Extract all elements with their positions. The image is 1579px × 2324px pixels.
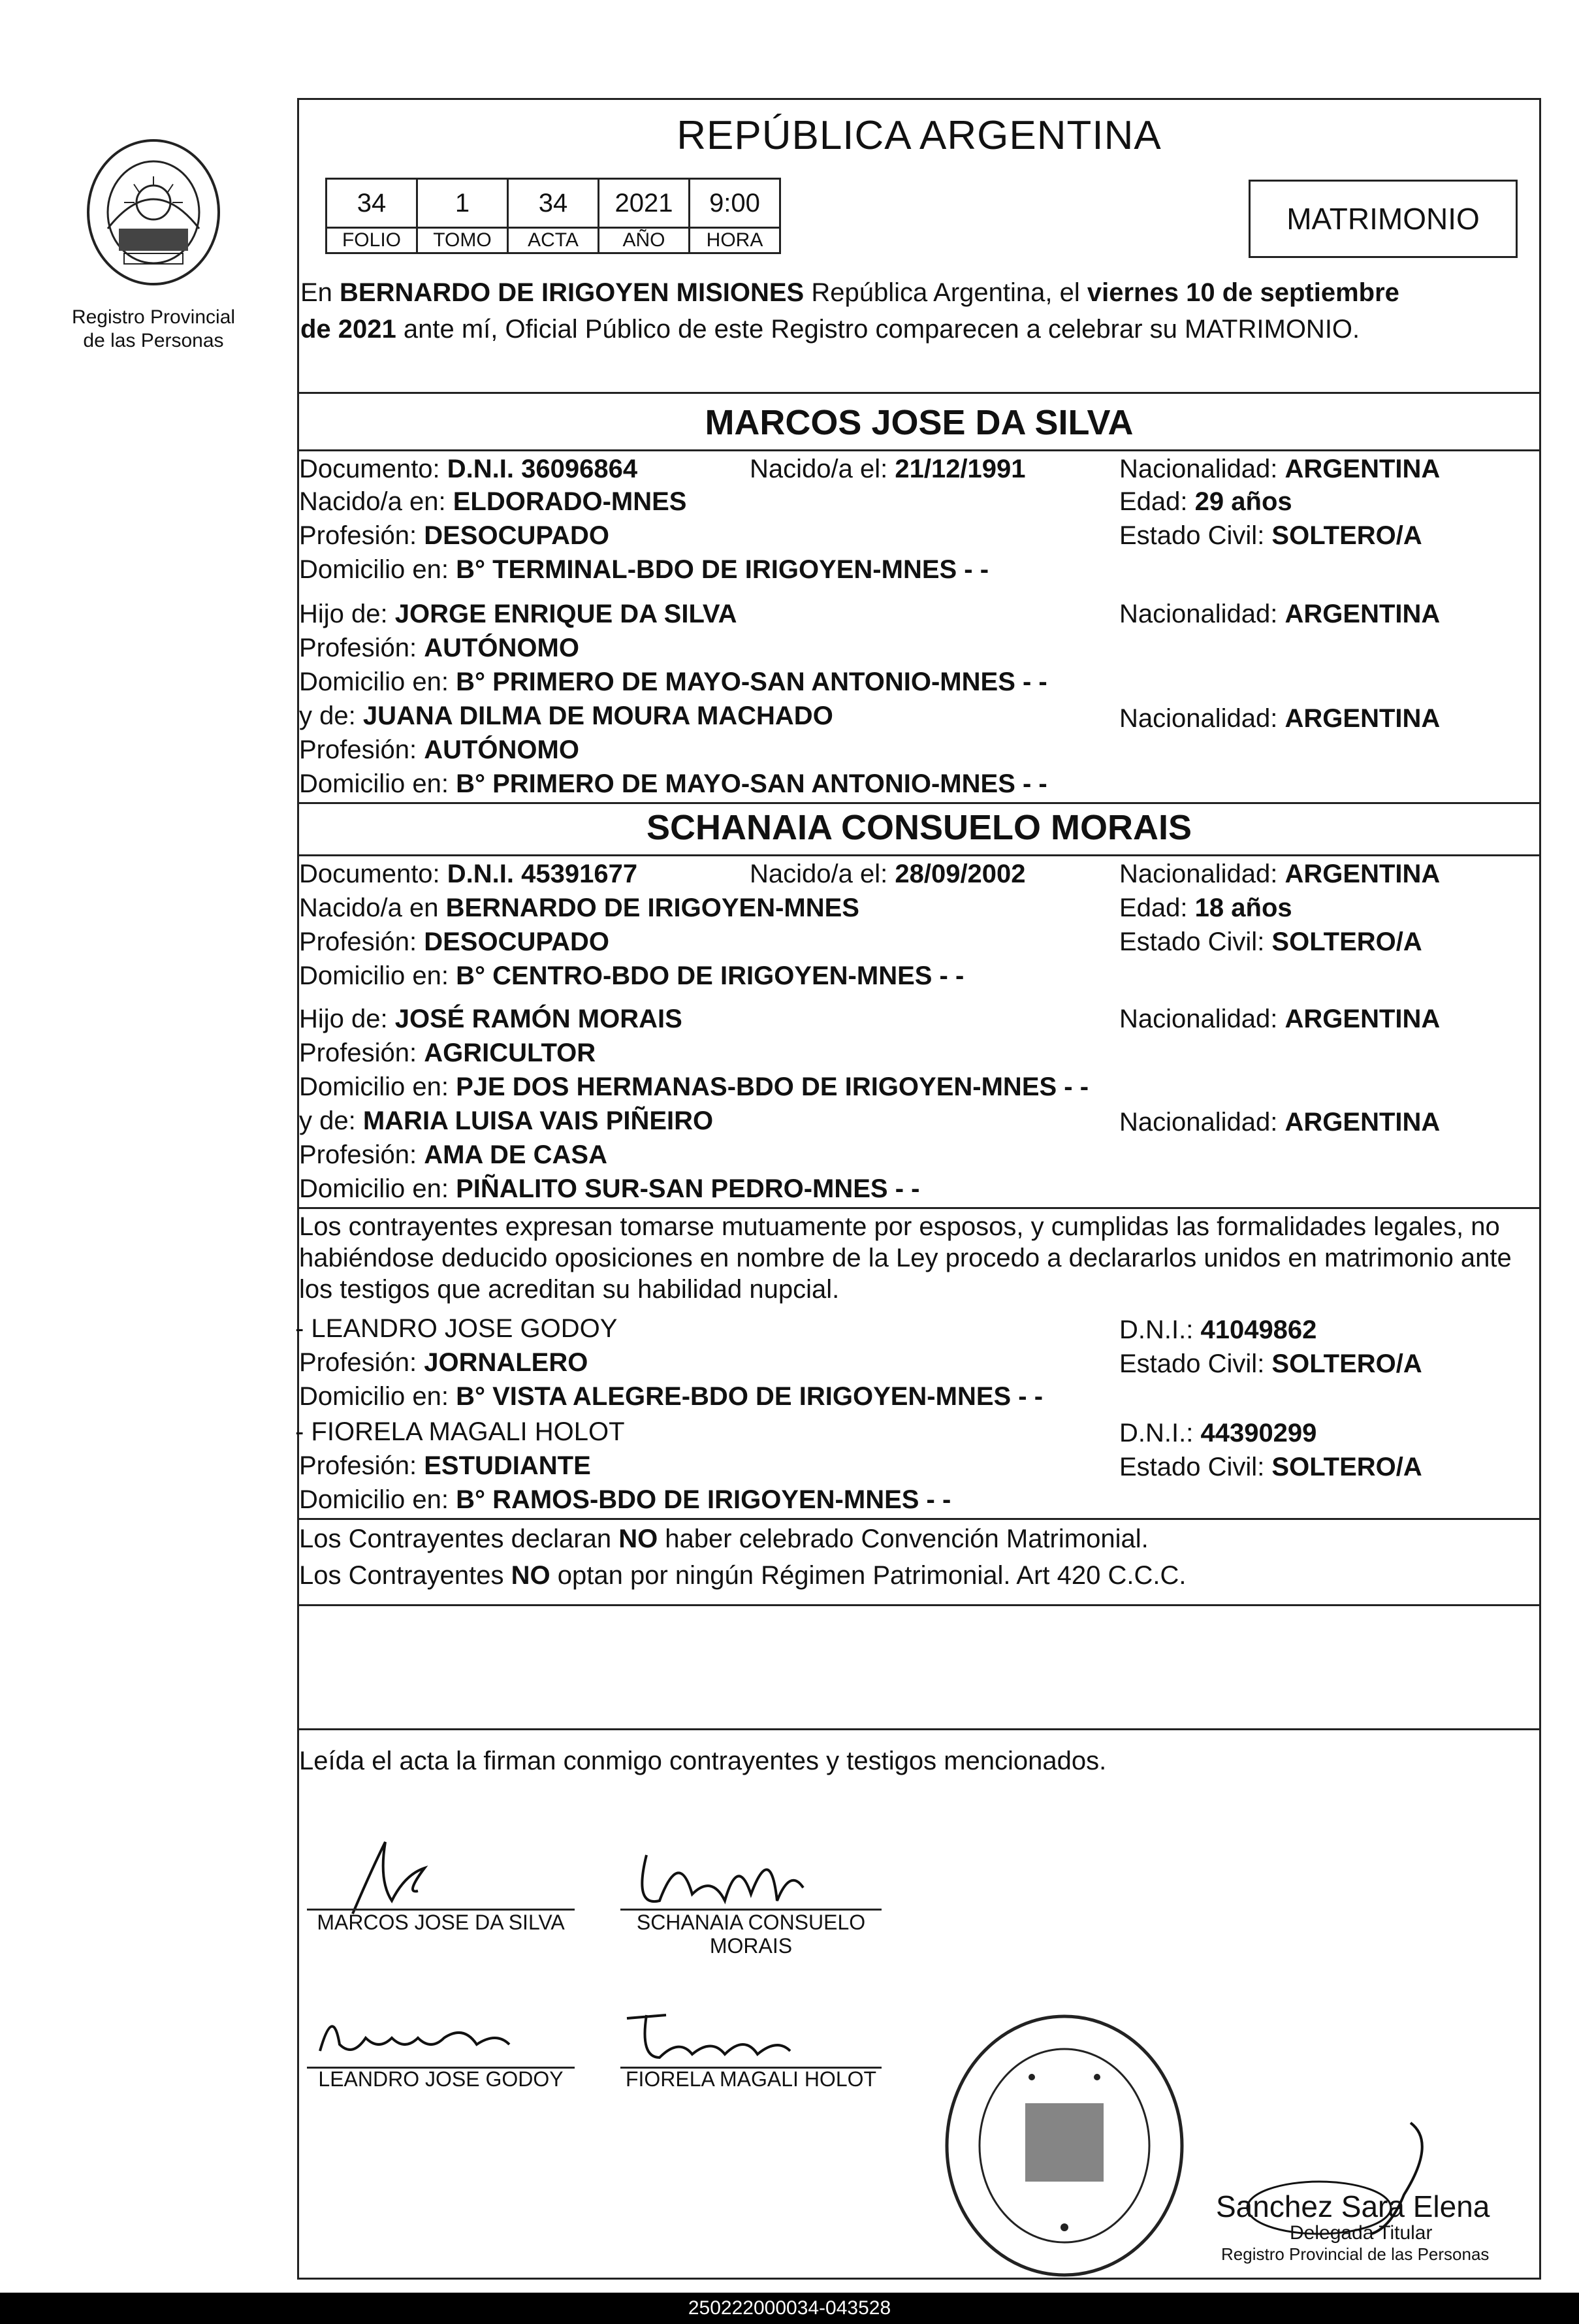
label: Domicilio en: [299,1073,456,1101]
label: Estado Civil: [1119,521,1272,550]
value: AUTÓNOMO [424,735,579,764]
signature-name-spouse2-line2: MORAIS [709,1934,793,1958]
intro-place: BERNARDO DE IRIGOYEN MISIONES [340,278,805,307]
spouse2-civil-status [1119,925,1422,959]
label: Profesión: [299,1140,424,1169]
ano-label: AÑO [599,228,690,253]
witness2-name: - FIORELA MAGALI HOLOT [295,1417,625,1446]
intro-text: En [300,278,340,307]
label: Nacido/a el: [750,455,895,483]
label: y de: [299,702,363,730]
hora-value: 9:00 [690,179,780,228]
value: MARIA LUISA VAIS PIÑEIRO [362,1106,714,1135]
closing-statement: Leída el acta la firman conmigo contrayentes y testigos mencionados. [299,1747,1107,1775]
value: SOLTERO/A [1271,1453,1422,1481]
witness1-name: - LEANDRO JOSE GODOY [295,1314,618,1343]
witness2-profession [299,1449,591,1483]
convention-line1 [299,1522,1149,1556]
official-title: Delegada Titular [1290,2222,1433,2244]
value: 41049862 [1200,1315,1317,1344]
label: Domicilio en: [299,1382,456,1411]
value: ARGENTINA [1284,704,1441,733]
value: D.N.I. 45391677 [447,860,638,888]
value: AGRICULTOR [424,1039,596,1067]
label: y de: [299,1106,363,1135]
label: Profesión: [299,1039,424,1067]
spouse2-birthplace [299,891,859,925]
spouse1-father-profession [299,631,579,665]
label: D.N.I.: [1119,1419,1201,1447]
hora-label: HORA [690,228,780,253]
value: ARGENTINA [1284,455,1441,483]
declaration-line3: los testigos que acreditan su habilidad nupcial. [299,1275,840,1304]
value: 18 años [1194,894,1292,922]
spouse2-mother [299,1104,713,1138]
label: Documento: [299,455,447,483]
value: ARGENTINA [1284,600,1441,628]
spouse2-father [299,1002,682,1036]
acta-value: 34 [508,179,599,228]
intro-line1 [300,276,1399,310]
label: Domicilio en: [299,1485,456,1514]
label: Nacionalidad: [1119,860,1285,888]
signature-name-witness1: LEANDRO JOSE GODOY [318,2067,564,2091]
label: Nacido/a en [299,894,446,922]
country-title: REPÚBLICA ARGENTINA [677,113,1162,158]
divider [297,802,1541,804]
signature-name-spouse2-line1: SCHANAIA CONSUELO [636,1911,866,1934]
folio-label: FOLIO [327,228,417,253]
signature-witness2 [620,1999,816,2071]
label: Nacionalidad: [1119,1005,1285,1033]
logo-caption-line2: de las Personas [83,330,224,351]
label: Profesión: [299,521,424,550]
value: PIÑALITO SUR-SAN PEDRO-MNES - - [456,1174,920,1203]
convention-line2 [299,1558,1187,1592]
value: JORGE ENRIQUE DA SILVA [394,600,737,628]
act-type-box: MATRIMONIO [1249,180,1518,258]
label: Domicilio en: [299,668,456,696]
value: ESTUDIANTE [424,1451,591,1480]
witness2-address [299,1483,951,1517]
value: B° PRIMERO DE MAYO-SAN ANTONIO-MNES - - [456,769,1047,798]
label: Nacido/a el: [750,860,895,888]
label: Profesión: [299,1451,424,1480]
value: SOLTERO/A [1271,928,1422,956]
value: 21/12/1991 [895,455,1026,483]
provincial-coat-of-arms-logo [78,131,229,294]
value: PJE DOS HERMANAS-BDO DE IRIGOYEN-MNES - - [456,1073,1089,1101]
witness1-dni [1119,1313,1316,1347]
label: Domicilio en: [299,1174,456,1203]
signature-name-witness2: FIORELA MAGALI HOLOT [625,2067,877,2091]
label: Profesión: [299,735,424,764]
spouse1-profession [299,519,609,553]
acta-label: ACTA [508,228,599,253]
divider [297,392,1541,394]
official-office: Registro Provincial de las Personas [1221,2244,1490,2264]
value: 28/09/2002 [895,860,1026,888]
intro-line2 [300,312,1360,346]
value: ARGENTINA [1284,1108,1441,1137]
label: Nacionalidad: [1119,455,1285,483]
value: JORNALERO [424,1348,588,1377]
declaration-line2: habiéndose deducido oposiciones en nombre de la Ley procedo a declararlos unidos en matrimonio ante [299,1244,1512,1272]
spouse2-mother-profession [299,1138,607,1172]
spouse2-age [1119,891,1292,925]
spouse2-mother-address [299,1172,919,1206]
value: SOLTERO/A [1271,521,1422,550]
value: SOLTERO/A [1271,1349,1422,1378]
value: D.N.I. 36096864 [447,455,638,483]
spouse1-birthdate [750,452,1026,486]
text-bold: NO [511,1561,550,1590]
spouse2-birthdate [750,857,1026,891]
value: B° CENTRO-BDO DE IRIGOYEN-MNES - - [456,961,965,990]
text: optan por ningún Régimen Patrimonial. Art 420 C.C.C. [550,1561,1187,1590]
intro-year: de 2021 [300,315,396,344]
value: 29 años [1194,487,1292,516]
value: AUTÓNOMO [424,634,579,662]
witness1-civil-status [1119,1347,1422,1381]
value: JUANA DILMA DE MOURA MACHADO [362,702,833,730]
divider [297,1728,1541,1730]
intro-text: ante mí, Oficial Público de este Registro comparecen a celebrar su MATRIMONIO. [396,315,1360,344]
label: Domicilio en: [299,961,456,990]
spouse1-father [299,597,737,631]
document-id-footer: 250222000034-043528 [0,2293,1579,2324]
logo-caption-line1: Registro Provincial [71,306,236,328]
spouse1-nationality [1119,452,1440,486]
spouse1-mother-nationality [1119,702,1440,735]
declaration-line1: Los contrayentes expresan tomarse mutuamente por esposos, y cumplidas las formalidades legales, no [299,1212,1500,1241]
divider [297,854,1541,856]
label: Estado Civil: [1119,928,1272,956]
label: D.N.I.: [1119,1315,1201,1344]
label: Edad: [1119,487,1195,516]
spouse1-mother [299,699,833,733]
spouse1-birthplace [299,485,686,519]
spouse2-father-profession [299,1036,596,1070]
spouse2-father-nationality [1119,1002,1440,1036]
spouse1-address [299,553,989,587]
witness2-dni [1119,1416,1316,1450]
witness1-address [299,1380,1043,1413]
spouse1-father-nationality [1119,597,1440,631]
spouse1-mother-address [299,767,1047,801]
label: Nacionalidad: [1119,1108,1285,1137]
label: Profesión: [299,634,424,662]
spouse1-document [299,452,637,486]
label: Estado Civil: [1119,1453,1272,1481]
official-registry-stamp [940,2012,1188,2280]
spouse1-father-address [299,665,1047,699]
value: BERNARDO DE IRIGOYEN-MNES [445,894,859,922]
intro-text: República Argentina, el [804,278,1087,307]
divider [297,1207,1541,1209]
value: 44390299 [1200,1419,1317,1447]
official-name: Sanchez Sara Elena [1216,2189,1490,2223]
spouse2-name: SCHANAIA CONSUELO MORAIS [646,808,1192,847]
witness2-civil-status [1119,1450,1422,1484]
signature-name-spouse1: MARCOS JOSE DA SILVA [317,1911,565,1934]
signature-spouse1 [340,1829,431,1920]
label: Nacionalidad: [1119,704,1285,733]
tomo-value: 1 [417,179,508,228]
text: Los Contrayentes [299,1561,511,1590]
value: ARGENTINA [1284,1005,1441,1033]
spouse1-name: MARCOS JOSE DA SILVA [705,403,1134,442]
value: B° PRIMERO DE MAYO-SAN ANTONIO-MNES - - [456,668,1047,696]
value: B° VISTA ALEGRE-BDO DE IRIGOYEN-MNES - - [456,1382,1044,1411]
label: Edad: [1119,894,1195,922]
witness1-profession [299,1346,588,1380]
spouse2-document [299,857,637,891]
label: Profesión: [299,1348,424,1377]
label: Hijo de: [299,600,395,628]
register-cells-table [325,178,781,254]
spouse1-civil-status [1119,519,1422,553]
label: Profesión: [299,928,424,956]
spouse1-mother-profession [299,733,579,767]
ano-value: 2021 [599,179,690,228]
value: DESOCUPADO [424,928,609,956]
label: Domicilio en: [299,769,456,798]
text: haber celebrado Convención Matrimonial. [658,1525,1149,1553]
value: AMA DE CASA [424,1140,607,1169]
value: B° TERMINAL-BDO DE IRIGOYEN-MNES - - [456,555,989,584]
spouse2-profession [299,925,609,959]
folio-value: 34 [327,179,417,228]
divider [297,1518,1541,1520]
spouse2-mother-nationality [1119,1105,1440,1139]
text-bold: NO [618,1525,658,1553]
value: ELDORADO-MNES [453,487,687,516]
value: DESOCUPADO [424,521,609,550]
tomo-label: TOMO [417,228,508,253]
value: JOSÉ RAMÓN MORAIS [394,1005,682,1033]
label: Nacido/a en: [299,487,453,516]
text: Los Contrayentes declaran [299,1525,619,1553]
spouse2-address [299,959,964,993]
divider [297,449,1541,451]
signature-witness1 [313,1999,535,2071]
label: Nacionalidad: [1119,600,1285,628]
label: Hijo de: [299,1005,395,1033]
spouse2-nationality [1119,857,1440,891]
divider [297,1604,1541,1606]
spouse1-age [1119,485,1292,519]
intro-date: viernes 10 de septiembre [1087,278,1399,307]
value: ARGENTINA [1284,860,1441,888]
value: B° RAMOS-BDO DE IRIGOYEN-MNES - - [456,1485,951,1514]
label: Documento: [299,860,447,888]
label: Estado Civil: [1119,1349,1272,1378]
spouse2-father-address [299,1070,1089,1104]
label: Domicilio en: [299,555,456,584]
